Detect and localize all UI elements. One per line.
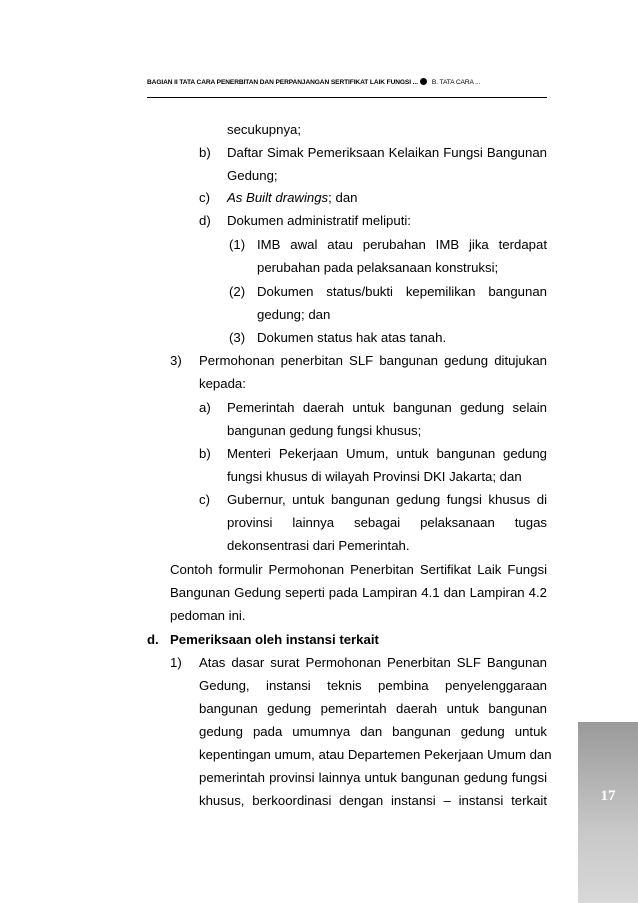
text-line: bangunan gedung fungsi khusus; [227, 423, 422, 438]
text-line: Permohonan penerbitan SLF bangunan gedung ditujukan [199, 353, 547, 368]
text-line: Dokumen status hak atas tanah. [257, 330, 447, 345]
list-label: (3) [229, 330, 246, 345]
text-line: dekonsentrasi dari Pemerintah. [227, 538, 410, 553]
text-line: kepada: [199, 376, 246, 391]
list-label: b) [199, 145, 211, 160]
text-line: Dokumen administratif meliputi: [227, 213, 411, 228]
bullet-icon [420, 78, 427, 85]
text-line: Contoh formulir Permohonan Penerbitan Sertifikat Laik Fungsi [170, 562, 547, 577]
text-line: provinsi lainnya sebagai pelaksanaan tugas [227, 515, 547, 530]
text-line: gedung pada umumnya dan bangunan gedung untuk [199, 724, 547, 739]
text-fragment: ; dan [328, 190, 358, 205]
text-line: secukupnya; [227, 122, 302, 137]
text-line: bangunan gedung pemerintah daerah untuk bangunan [199, 701, 547, 716]
text-line: Menteri Pekerjaan Umum, untuk bangunan gedung [227, 446, 547, 461]
list-label: c) [199, 492, 210, 507]
section-label: d. [147, 632, 159, 647]
text-line: perubahan pada pelaksanaan konstruksi; [257, 260, 499, 275]
text-line: pedoman ini. [170, 608, 246, 623]
list-label: (2) [229, 284, 246, 299]
running-header [147, 78, 547, 86]
list-label: 3) [170, 353, 182, 368]
text-line: IMB awal atau perubahan IMB jika terdapat [257, 237, 547, 252]
text-line: fungsi khusus di wilayah Provinsi DKI Jakarta; dan [227, 469, 522, 484]
text-line: kepentingan umum, atau Departemen Pekerjaan Umum dan [199, 747, 552, 762]
list-label: 1) [170, 655, 182, 670]
header-title: BAGIAN II TATA CARA PENERBITAN DAN PERPANJANGAN SERTIFIKAT LAIK FUNGSI ... [147, 79, 418, 86]
header-section: B. TATA CARA ... [431, 79, 481, 86]
text-line: Gubernur, untuk bangunan gedung fungsi khusus di [227, 492, 547, 507]
text-line: Bangunan Gedung seperti pada Lampiran 4.1 dan Lampiran 4.2 [170, 585, 547, 600]
page-tab [578, 722, 638, 903]
list-label: b) [199, 446, 211, 461]
page-number: 17 [600, 788, 616, 804]
list-label: a) [199, 400, 211, 415]
list-label: c) [199, 190, 210, 205]
list-label: (1) [229, 237, 246, 252]
text-line: Pemerintah daerah untuk bangunan gedung selain [227, 400, 547, 415]
text-line: Dokumen status/bukti kepemilikan bangunan [257, 284, 547, 299]
text-line: Gedung; [227, 168, 278, 183]
text-line: Daftar Simak Pemeriksaan Kelaikan Fungsi Bangunan [227, 145, 547, 160]
text-line [227, 188, 358, 208]
list-label: d) [199, 213, 211, 228]
text-line: Atas dasar surat Permohonan Penerbitan SLF Bangunan [199, 655, 547, 670]
italic-term: As Built drawings [227, 190, 329, 205]
text-line: gedung; dan [257, 307, 331, 322]
header-rule [147, 97, 547, 98]
section-heading: Pemeriksaan oleh instansi terkait [170, 632, 379, 647]
text-line: Gedung, instansi teknis pembina penyelenggaraan [199, 678, 547, 693]
text-line: khusus, berkoordinasi dengan instansi – instansi terkait [199, 793, 547, 808]
text-line: pemerintah provinsi lainnya untuk bangunan gedung fungsi [199, 770, 547, 785]
